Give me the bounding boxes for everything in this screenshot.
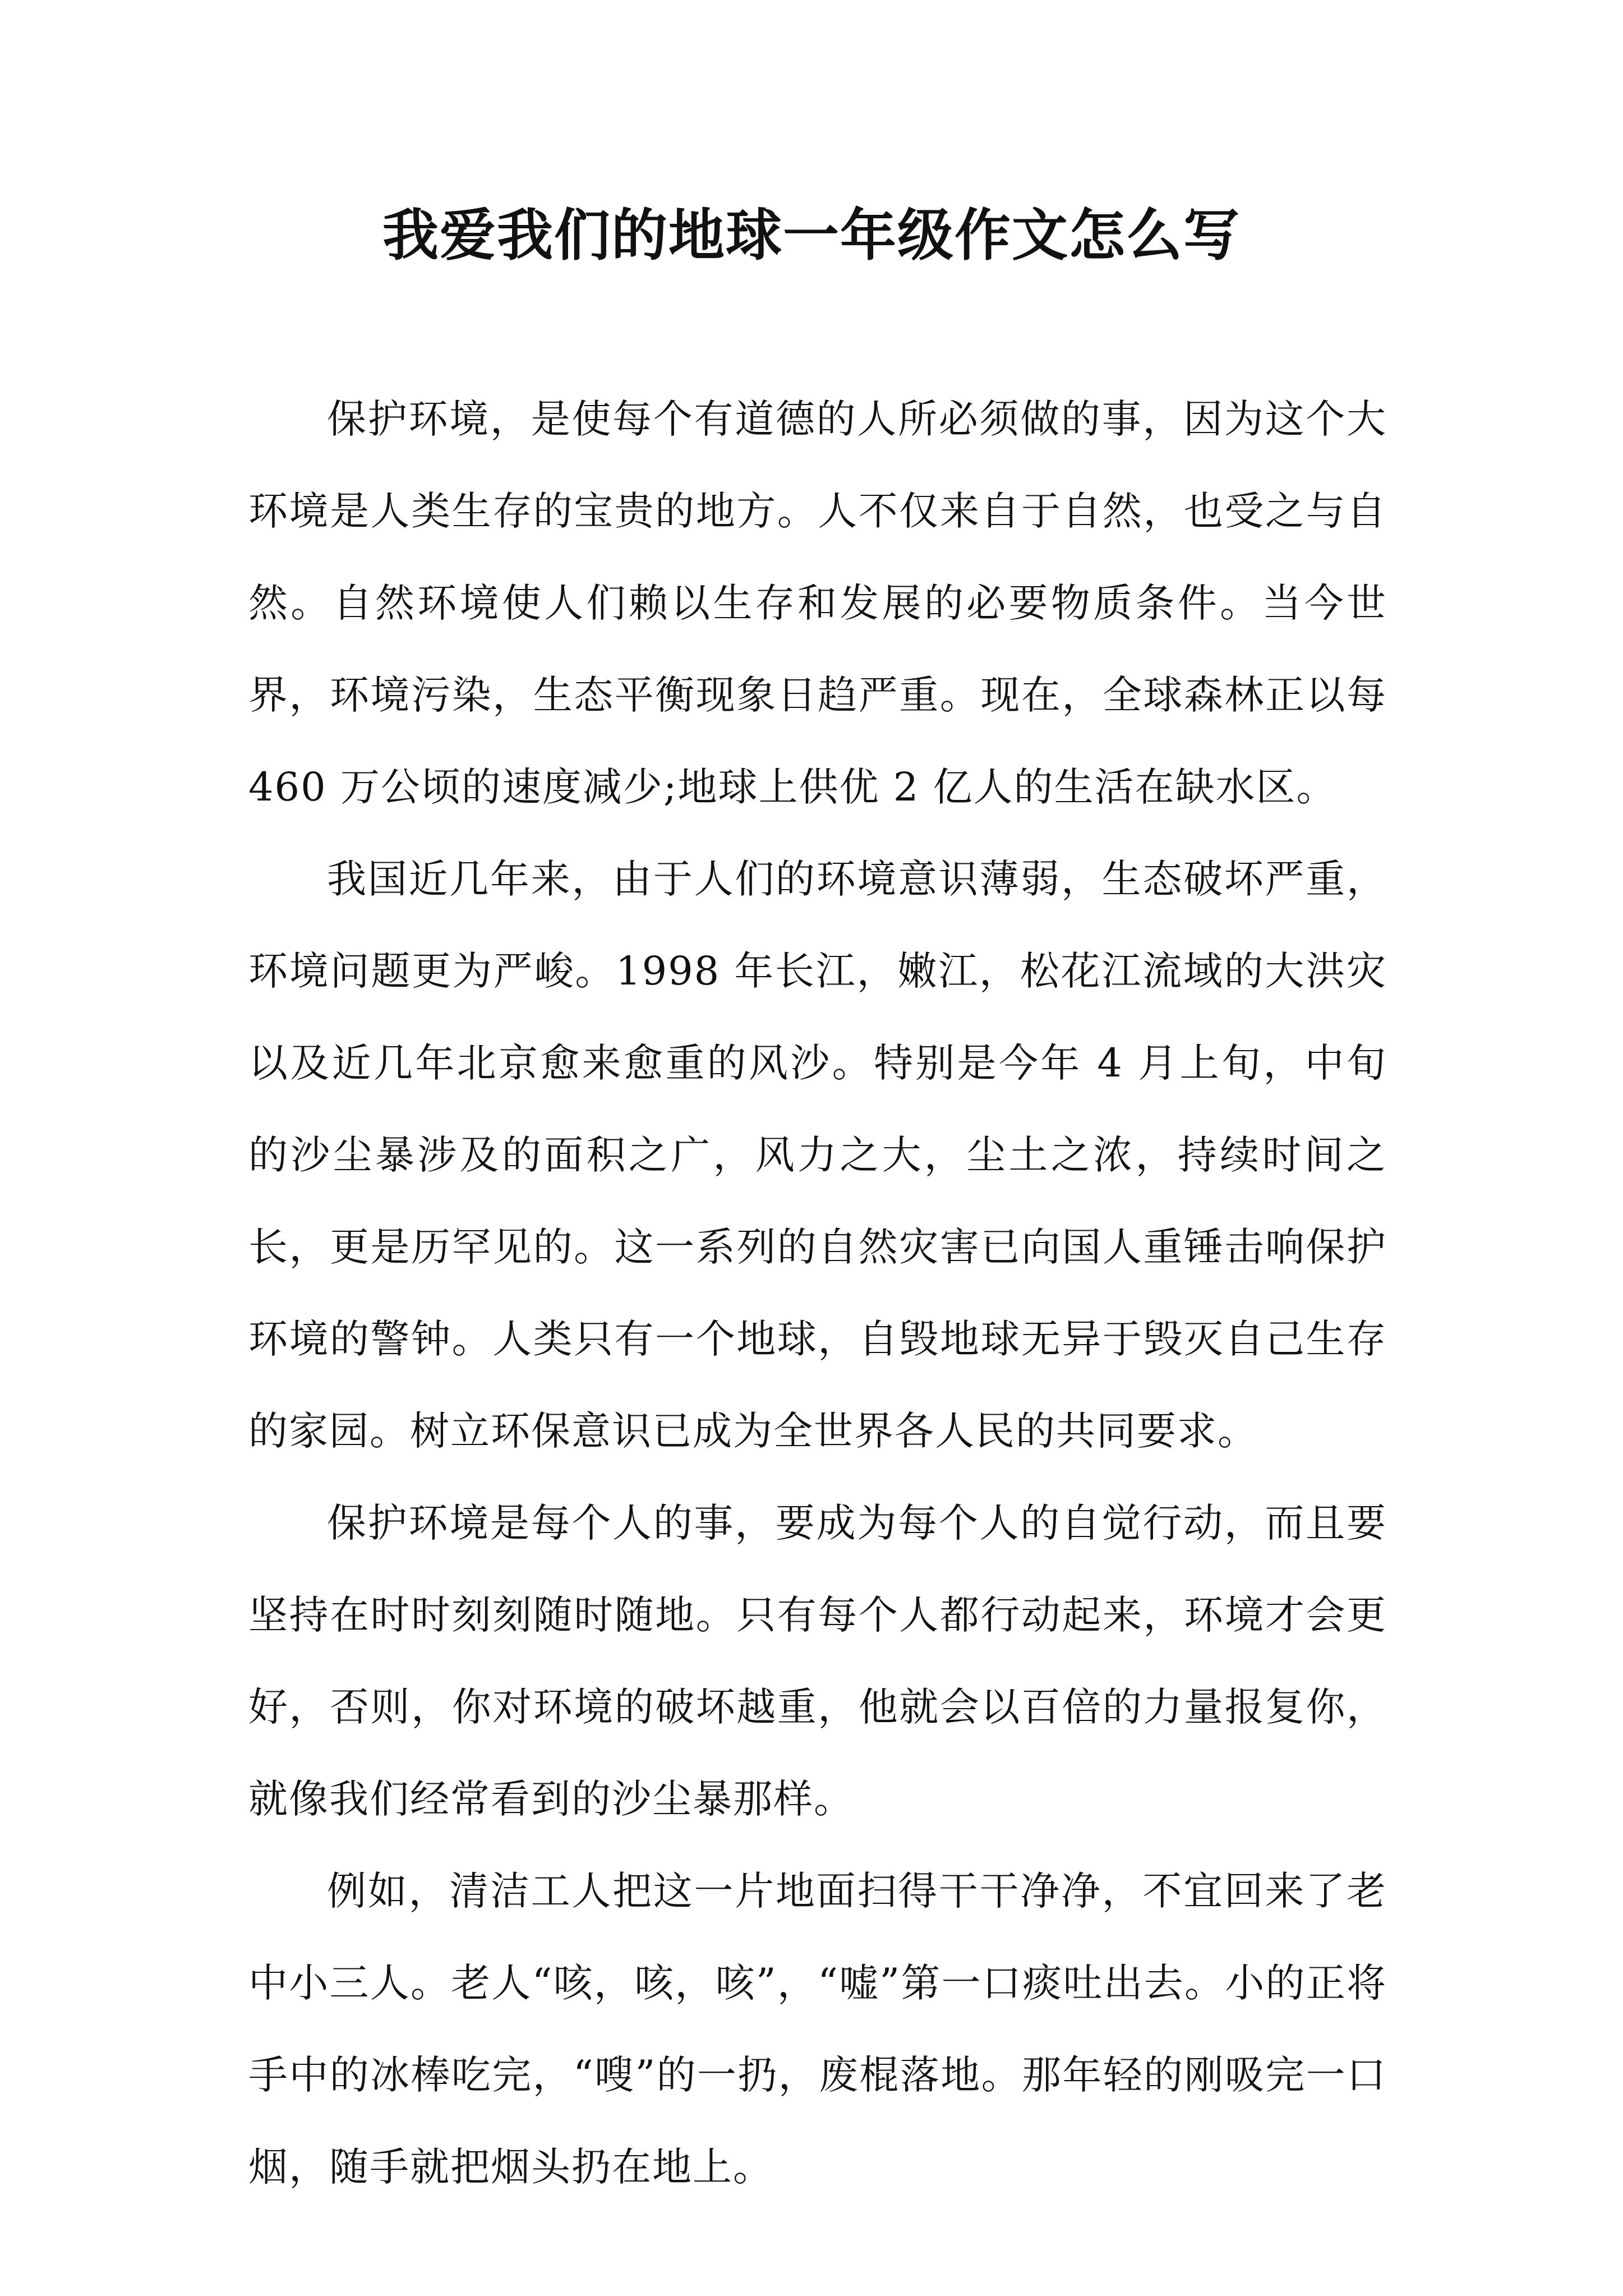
document-body <box>248 373 1387 2213</box>
document-title: 我爱我们的地球一年级作文怎么写 <box>382 203 1241 268</box>
paragraph-3: 保护环境是每个人的事，要成为每个人的自觉行动，而且要坚持在时时刻刻随时随地。只有每个人都行动起来，环境才会更好，否则，你对环境的破坏越重，他就会以百倍的力量报复你，就像我们经常看到的沙尘暴那样。 <box>248 1500 1387 1822</box>
paragraph-1: 保护环境，是使每个有道德的人所必须做的事，因为这个大环境是人类生存的宝贵的地方。人不仅来自于自然，也受之与自然。自然环境使人们赖以生存和发展的必要物质条件。当今世界，环境污染，生态平衡现象日趋严重。现在，全球森林正以每 460 万公顷的速度减少;地球上供优 2 亿人的生活在缺水区。 <box>248 396 1387 810</box>
paragraph-2: 我国近几年来，由于人们的环境意识薄弱，生态破坏严重，环境问题更为严峻。1998 年长江，嫩江，松花江流域的大洪灾以及近几年北京愈来愈重的风沙。特别是今年 4 月上旬，中旬的沙尘暴涉及的面积之广，风力之大，尘土之浓，持续时间之长，更是历罕见的。这一系列的自然灾害已向国人重锤击响保护环境的警钟。人类只有一个地球，自毁地球无异于毁灭自己生存的家园。树立环保意识已成为全世界各人民的共同要求。 <box>248 856 1387 1454</box>
paragraph-4: 例如，清洁工人把这一片地面扫得干干净净，不宜回来了老中小三人。老人“咳，咳，咳”，“嘘”第一口痰吐出去。小的正将手中的冰棒吃完，“嗖”的一扔，废棍落地。那年轻的刚吸完一口烟，随手就把烟头扔在地上。 <box>248 1868 1387 2190</box>
